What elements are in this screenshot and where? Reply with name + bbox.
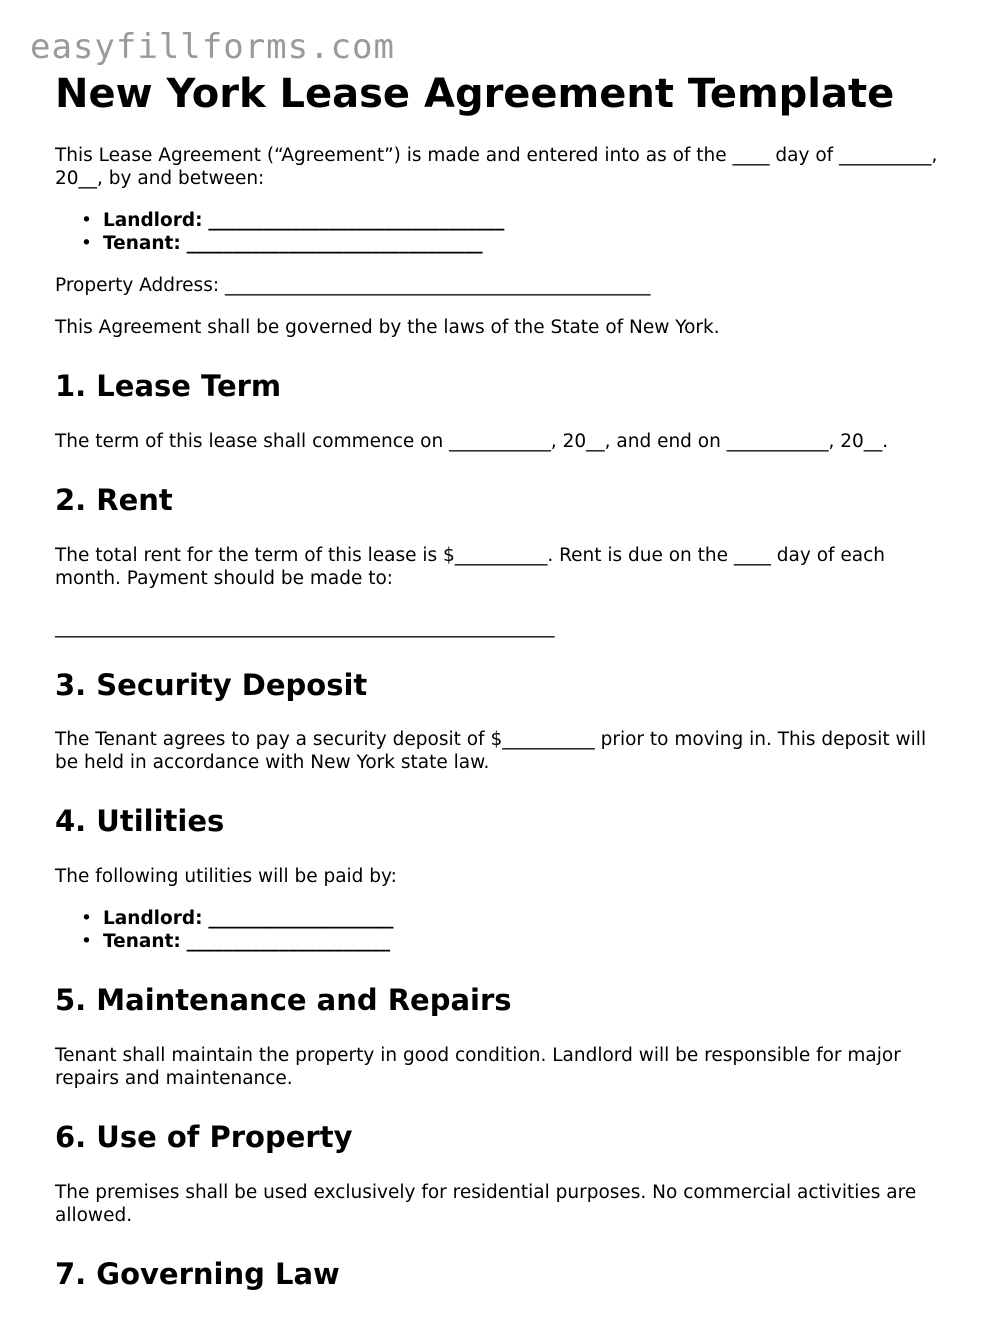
utilities-text: The following utilities will be paid by: [55,866,397,888]
payee-line[interactable]: ______________________________________________________ [55,616,555,638]
utility-label: Tenant: [103,931,181,953]
intro-paragraph: This Lease Agreement (“Agreement”) is made and entered into as of the ____ day of __________, 20__, by and between: [55,145,938,189]
party-blank[interactable]: ________________________________ [208,210,505,231]
list-item-tenant [81,232,945,255]
bullet-icon: • [81,210,92,231]
bullet-icon: • [81,233,92,254]
section-heading-governing-law: 7. Governing Law [55,1256,340,1291]
list-item-tenant [81,930,945,953]
utility-blank[interactable]: ____________________ [208,908,394,930]
property-address-field[interactable]: Property Address: ______________________________________________ [55,275,651,296]
page-title: New York Lease Agreement Template [55,71,895,117]
section-heading-utilities: 4. Utilities [55,804,225,839]
watermark: easyfillforms.com [30,27,395,67]
security-deposit-text[interactable]: The Tenant agrees to pay a security deposit of $__________ prior to moving in. This deposit will be held in accordance with New York state law. [55,729,927,774]
utilities-list [55,907,945,953]
section-heading-lease-term: 1. Lease Term [55,369,282,403]
party-blank[interactable]: ________________________________ [186,233,483,254]
bullet-icon: • [81,931,92,953]
use-of-property-text: The premises shall be used exclusively for residential purposes. No commercial activities are allowed. [55,1181,917,1226]
utility-blank[interactable]: ______________________ [186,931,391,953]
section-heading-security-deposit: 3. Security Deposit [55,667,368,702]
list-item-landlord [81,209,945,232]
section-heading-maintenance: 5. Maintenance and Repairs [55,983,512,1018]
document-body [55,70,945,1318]
maintenance-text: Tenant shall maintain the property in good condition. Landlord will be responsible for major repairs and maintenance. [55,1044,901,1089]
bullet-icon: • [81,908,92,930]
rent-text[interactable]: The total rent for the term of this lease is $__________. Rent is due on the ____ day of each month. Payment should be made to: [55,544,886,589]
list-item-landlord [81,907,945,930]
party-label: Landlord: [103,210,203,231]
parties-list [55,209,945,255]
utility-label: Landlord: [103,908,203,930]
section-heading-rent: 2. Rent [55,482,173,517]
section-heading-use-of-property: 6. Use of Property [55,1119,353,1154]
lease-term-text[interactable]: The term of this lease shall commence on ___________, 20__, and end on ___________, 20__. [55,430,889,452]
party-label: Tenant: [103,233,181,254]
governed-statement: This Agreement shall be governed by the laws of the State of New York. [55,317,720,338]
